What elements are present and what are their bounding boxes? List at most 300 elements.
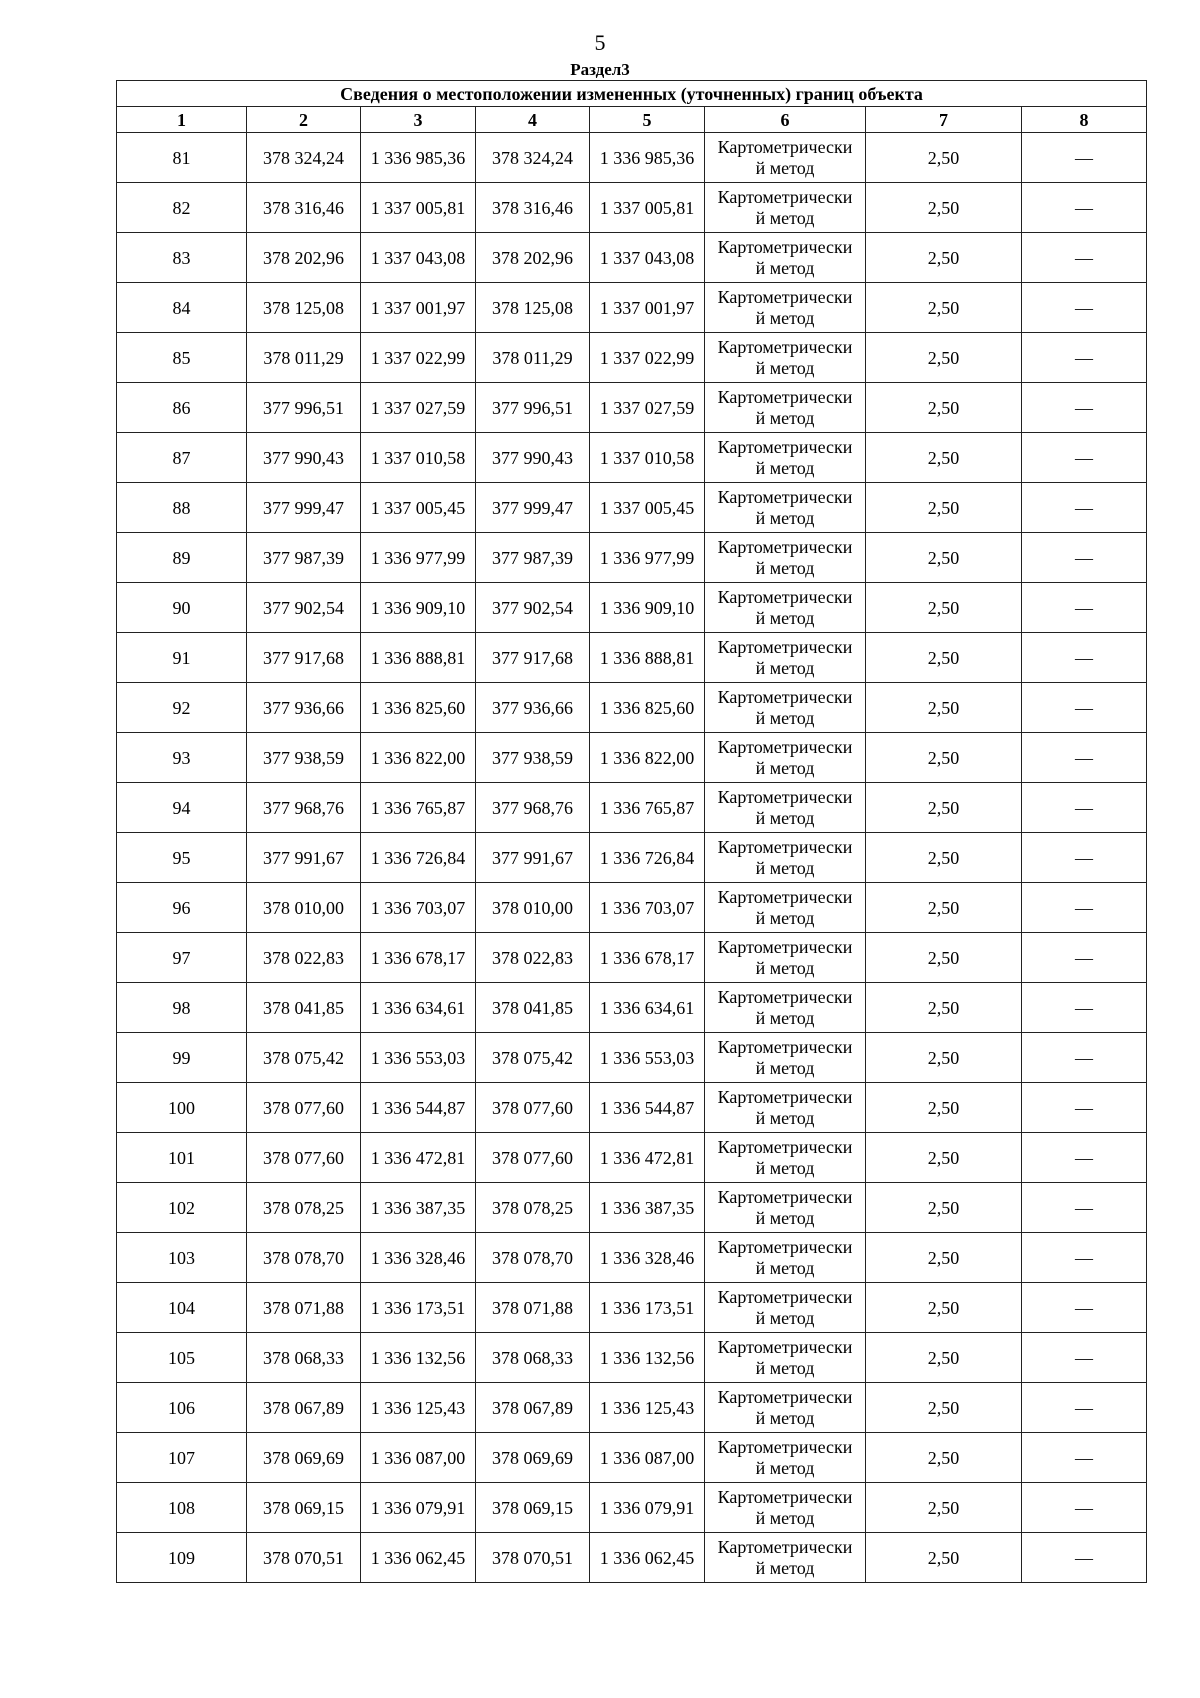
accuracy-cell: 2,50 bbox=[866, 833, 1022, 883]
y-old-cell: 1 336 977,99 bbox=[361, 533, 476, 583]
y-new-cell: 1 336 765,87 bbox=[590, 783, 705, 833]
method-line-1: Картометрически bbox=[717, 1336, 853, 1357]
accuracy-cell: 2,50 bbox=[866, 1233, 1022, 1283]
method-cell bbox=[705, 1083, 866, 1133]
y-new-cell: 1 336 825,60 bbox=[590, 683, 705, 733]
table-row bbox=[117, 633, 1147, 683]
table-row bbox=[117, 983, 1147, 1033]
accuracy-cell: 2,50 bbox=[866, 683, 1022, 733]
method-cell bbox=[705, 183, 866, 233]
method-line-2: й метод bbox=[755, 157, 815, 178]
x-new-cell: 377 936,66 bbox=[476, 683, 590, 733]
x-new-cell: 378 077,60 bbox=[476, 1083, 590, 1133]
description-cell: — bbox=[1022, 533, 1147, 583]
method-line-2: й метод bbox=[755, 607, 815, 628]
method-cell bbox=[705, 1333, 866, 1383]
y-old-cell: 1 336 825,60 bbox=[361, 683, 476, 733]
method-cell bbox=[705, 1183, 866, 1233]
x-old-cell: 377 987,39 bbox=[247, 533, 361, 583]
y-old-cell: 1 336 544,87 bbox=[361, 1083, 476, 1133]
y-old-cell: 1 336 079,91 bbox=[361, 1483, 476, 1533]
page-number: 5 bbox=[594, 30, 606, 55]
method-line-2: й метод bbox=[755, 807, 815, 828]
accuracy-cell: 2,50 bbox=[866, 1333, 1022, 1383]
point-number-cell: 104 bbox=[117, 1283, 247, 1333]
method-line-1: Картометрически bbox=[717, 1136, 853, 1157]
method-line-2: й метод bbox=[755, 1507, 815, 1528]
description-cell: — bbox=[1022, 333, 1147, 383]
point-number-cell: 94 bbox=[117, 783, 247, 833]
y-old-cell: 1 336 132,56 bbox=[361, 1333, 476, 1383]
point-number-cell: 99 bbox=[117, 1033, 247, 1083]
y-new-cell: 1 337 005,81 bbox=[590, 183, 705, 233]
y-new-cell: 1 336 985,36 bbox=[590, 133, 705, 183]
method-line-1: Картометрически bbox=[717, 1036, 853, 1057]
method-cell bbox=[705, 883, 866, 933]
method-line-2: й метод bbox=[755, 407, 815, 428]
x-new-cell: 377 902,54 bbox=[476, 583, 590, 633]
column-number: 4 bbox=[476, 107, 590, 133]
y-new-cell: 1 336 822,00 bbox=[590, 733, 705, 783]
method-line-1: Картометрически bbox=[717, 436, 853, 457]
x-new-cell: 378 069,69 bbox=[476, 1433, 590, 1483]
x-new-cell: 378 022,83 bbox=[476, 933, 590, 983]
point-number-cell: 109 bbox=[117, 1533, 247, 1583]
accuracy-cell: 2,50 bbox=[866, 1183, 1022, 1233]
method-line-2: й метод bbox=[755, 1157, 815, 1178]
point-number-cell: 93 bbox=[117, 733, 247, 783]
point-number-cell: 83 bbox=[117, 233, 247, 283]
method-cell bbox=[705, 683, 866, 733]
method-cell bbox=[705, 483, 866, 533]
method-cell bbox=[705, 133, 866, 183]
description-cell: — bbox=[1022, 583, 1147, 633]
method-line-2: й метод bbox=[755, 457, 815, 478]
x-new-cell: 377 968,76 bbox=[476, 783, 590, 833]
x-old-cell: 378 316,46 bbox=[247, 183, 361, 233]
description-cell: — bbox=[1022, 1433, 1147, 1483]
x-old-cell: 377 990,43 bbox=[247, 433, 361, 483]
x-new-cell: 378 125,08 bbox=[476, 283, 590, 333]
y-old-cell: 1 336 909,10 bbox=[361, 583, 476, 633]
point-number-cell: 107 bbox=[117, 1433, 247, 1483]
accuracy-cell: 2,50 bbox=[866, 483, 1022, 533]
point-number-cell: 87 bbox=[117, 433, 247, 483]
y-new-cell: 1 336 087,00 bbox=[590, 1433, 705, 1483]
method-line-1: Картометрически bbox=[717, 936, 853, 957]
description-cell: — bbox=[1022, 1333, 1147, 1383]
y-old-cell: 1 337 005,81 bbox=[361, 183, 476, 233]
accuracy-cell: 2,50 bbox=[866, 1133, 1022, 1183]
method-cell bbox=[705, 1483, 866, 1533]
x-old-cell: 377 996,51 bbox=[247, 383, 361, 433]
table-row bbox=[117, 1383, 1147, 1433]
table-row bbox=[117, 933, 1147, 983]
x-new-cell: 378 068,33 bbox=[476, 1333, 590, 1383]
y-old-cell: 1 336 703,07 bbox=[361, 883, 476, 933]
method-line-2: й метод bbox=[755, 907, 815, 928]
table-row bbox=[117, 833, 1147, 883]
method-line-2: й метод bbox=[755, 707, 815, 728]
y-new-cell: 1 336 977,99 bbox=[590, 533, 705, 583]
method-cell bbox=[705, 583, 866, 633]
table-row bbox=[117, 383, 1147, 433]
y-new-cell: 1 336 125,43 bbox=[590, 1383, 705, 1433]
y-old-cell: 1 336 678,17 bbox=[361, 933, 476, 983]
accuracy-cell: 2,50 bbox=[866, 183, 1022, 233]
point-number-cell: 97 bbox=[117, 933, 247, 983]
method-line-1: Картометрически bbox=[717, 1486, 853, 1507]
accuracy-cell: 2,50 bbox=[866, 583, 1022, 633]
accuracy-cell: 2,50 bbox=[866, 283, 1022, 333]
column-number: 5 bbox=[590, 107, 705, 133]
description-cell: — bbox=[1022, 433, 1147, 483]
method-line-1: Картометрически bbox=[717, 636, 853, 657]
x-new-cell: 377 990,43 bbox=[476, 433, 590, 483]
accuracy-cell: 2,50 bbox=[866, 633, 1022, 683]
method-line-1: Картометрически bbox=[717, 736, 853, 757]
x-old-cell: 378 070,51 bbox=[247, 1533, 361, 1583]
method-line-1: Картометрически bbox=[717, 1186, 853, 1207]
x-new-cell: 378 070,51 bbox=[476, 1533, 590, 1583]
x-new-cell: 377 917,68 bbox=[476, 633, 590, 683]
table-caption: Сведения о местоположении измененных (уточненных) границ объекта bbox=[117, 81, 1147, 107]
description-cell: — bbox=[1022, 783, 1147, 833]
x-old-cell: 378 041,85 bbox=[247, 983, 361, 1033]
description-cell: — bbox=[1022, 1183, 1147, 1233]
y-new-cell: 1 336 387,35 bbox=[590, 1183, 705, 1233]
description-cell: — bbox=[1022, 833, 1147, 883]
x-new-cell: 378 011,29 bbox=[476, 333, 590, 383]
point-number-cell: 108 bbox=[117, 1483, 247, 1533]
coordinates-table bbox=[116, 80, 1147, 1583]
description-cell: — bbox=[1022, 1533, 1147, 1583]
accuracy-cell: 2,50 bbox=[866, 1283, 1022, 1333]
point-number-cell: 103 bbox=[117, 1233, 247, 1283]
x-old-cell: 377 999,47 bbox=[247, 483, 361, 533]
point-number-cell: 96 bbox=[117, 883, 247, 933]
method-cell bbox=[705, 433, 866, 483]
column-number-row bbox=[117, 107, 1147, 133]
point-number-cell: 84 bbox=[117, 283, 247, 333]
method-line-1: Картометрически bbox=[717, 1236, 853, 1257]
y-new-cell: 1 336 909,10 bbox=[590, 583, 705, 633]
x-old-cell: 378 077,60 bbox=[247, 1083, 361, 1133]
x-old-cell: 378 202,96 bbox=[247, 233, 361, 283]
y-new-cell: 1 337 010,58 bbox=[590, 433, 705, 483]
x-new-cell: 377 999,47 bbox=[476, 483, 590, 533]
y-new-cell: 1 336 079,91 bbox=[590, 1483, 705, 1533]
point-number-cell: 100 bbox=[117, 1083, 247, 1133]
point-number-cell: 91 bbox=[117, 633, 247, 683]
column-number: 7 bbox=[866, 107, 1022, 133]
description-cell: — bbox=[1022, 1133, 1147, 1183]
x-old-cell: 377 936,66 bbox=[247, 683, 361, 733]
accuracy-cell: 2,50 bbox=[866, 983, 1022, 1033]
method-cell bbox=[705, 1433, 866, 1483]
description-cell: — bbox=[1022, 983, 1147, 1033]
method-line-2: й метод bbox=[755, 257, 815, 278]
x-new-cell: 377 938,59 bbox=[476, 733, 590, 783]
method-line-1: Картометрически bbox=[717, 1436, 853, 1457]
accuracy-cell: 2,50 bbox=[866, 433, 1022, 483]
y-old-cell: 1 336 387,35 bbox=[361, 1183, 476, 1233]
y-new-cell: 1 337 022,99 bbox=[590, 333, 705, 383]
y-old-cell: 1 336 765,87 bbox=[361, 783, 476, 833]
description-cell: — bbox=[1022, 933, 1147, 983]
method-line-2: й метод bbox=[755, 207, 815, 228]
method-line-1: Картометрически bbox=[717, 236, 853, 257]
method-line-1: Картометрически bbox=[717, 836, 853, 857]
table-row bbox=[117, 1083, 1147, 1133]
y-new-cell: 1 336 634,61 bbox=[590, 983, 705, 1033]
method-cell bbox=[705, 283, 866, 333]
column-number: 3 bbox=[361, 107, 476, 133]
x-new-cell: 378 069,15 bbox=[476, 1483, 590, 1533]
x-old-cell: 377 991,67 bbox=[247, 833, 361, 883]
description-cell: — bbox=[1022, 1083, 1147, 1133]
x-old-cell: 377 902,54 bbox=[247, 583, 361, 633]
method-line-1: Картометрически bbox=[717, 286, 853, 307]
y-new-cell: 1 336 553,03 bbox=[590, 1033, 705, 1083]
y-old-cell: 1 336 328,46 bbox=[361, 1233, 476, 1283]
accuracy-cell: 2,50 bbox=[866, 1033, 1022, 1083]
method-cell bbox=[705, 1283, 866, 1333]
description-cell: — bbox=[1022, 133, 1147, 183]
method-line-1: Картометрически bbox=[717, 886, 853, 907]
method-line-2: й метод bbox=[755, 857, 815, 878]
y-old-cell: 1 336 062,45 bbox=[361, 1533, 476, 1583]
table-row bbox=[117, 483, 1147, 533]
y-new-cell: 1 336 726,84 bbox=[590, 833, 705, 883]
y-old-cell: 1 336 553,03 bbox=[361, 1033, 476, 1083]
x-old-cell: 378 068,33 bbox=[247, 1333, 361, 1383]
table-row bbox=[117, 1283, 1147, 1333]
table-row bbox=[117, 233, 1147, 283]
method-cell bbox=[705, 383, 866, 433]
x-new-cell: 377 987,39 bbox=[476, 533, 590, 583]
table-row bbox=[117, 1333, 1147, 1383]
x-new-cell: 378 041,85 bbox=[476, 983, 590, 1033]
accuracy-cell: 2,50 bbox=[866, 783, 1022, 833]
accuracy-cell: 2,50 bbox=[866, 1483, 1022, 1533]
x-new-cell: 378 078,70 bbox=[476, 1233, 590, 1283]
accuracy-cell: 2,50 bbox=[866, 1383, 1022, 1433]
table-row bbox=[117, 783, 1147, 833]
method-line-2: й метод bbox=[755, 357, 815, 378]
accuracy-cell: 2,50 bbox=[866, 883, 1022, 933]
y-new-cell: 1 336 888,81 bbox=[590, 633, 705, 683]
description-cell: — bbox=[1022, 1233, 1147, 1283]
method-cell bbox=[705, 733, 866, 783]
accuracy-cell: 2,50 bbox=[866, 133, 1022, 183]
x-new-cell: 378 067,89 bbox=[476, 1383, 590, 1433]
method-line-2: й метод bbox=[755, 1557, 815, 1578]
y-old-cell: 1 336 125,43 bbox=[361, 1383, 476, 1433]
method-line-2: й метод bbox=[755, 557, 815, 578]
x-old-cell: 378 324,24 bbox=[247, 133, 361, 183]
method-line-1: Картометрически bbox=[717, 686, 853, 707]
table-row bbox=[117, 133, 1147, 183]
method-cell bbox=[705, 1233, 866, 1283]
description-cell: — bbox=[1022, 283, 1147, 333]
method-cell bbox=[705, 633, 866, 683]
accuracy-cell: 2,50 bbox=[866, 1083, 1022, 1133]
table-row bbox=[117, 1233, 1147, 1283]
x-old-cell: 377 917,68 bbox=[247, 633, 361, 683]
accuracy-cell: 2,50 bbox=[866, 383, 1022, 433]
method-line-1: Картометрически bbox=[717, 786, 853, 807]
y-old-cell: 1 336 726,84 bbox=[361, 833, 476, 883]
method-line-1: Картометрически bbox=[717, 336, 853, 357]
description-cell: — bbox=[1022, 633, 1147, 683]
table-row bbox=[117, 333, 1147, 383]
description-cell: — bbox=[1022, 383, 1147, 433]
y-old-cell: 1 336 634,61 bbox=[361, 983, 476, 1033]
y-new-cell: 1 337 043,08 bbox=[590, 233, 705, 283]
method-line-1: Картометрически bbox=[717, 186, 853, 207]
y-new-cell: 1 336 062,45 bbox=[590, 1533, 705, 1583]
x-new-cell: 378 078,25 bbox=[476, 1183, 590, 1233]
x-old-cell: 378 069,69 bbox=[247, 1433, 361, 1483]
description-cell: — bbox=[1022, 683, 1147, 733]
y-old-cell: 1 337 010,58 bbox=[361, 433, 476, 483]
y-new-cell: 1 336 328,46 bbox=[590, 1233, 705, 1283]
method-line-2: й метод bbox=[755, 1207, 815, 1228]
x-new-cell: 378 202,96 bbox=[476, 233, 590, 283]
x-old-cell: 378 067,89 bbox=[247, 1383, 361, 1433]
method-line-2: й метод bbox=[755, 657, 815, 678]
method-line-1: Картометрически bbox=[717, 1086, 853, 1107]
x-old-cell: 378 125,08 bbox=[247, 283, 361, 333]
description-cell: — bbox=[1022, 1283, 1147, 1333]
table-row bbox=[117, 1133, 1147, 1183]
description-cell: — bbox=[1022, 183, 1147, 233]
y-new-cell: 1 337 001,97 bbox=[590, 283, 705, 333]
y-new-cell: 1 336 544,87 bbox=[590, 1083, 705, 1133]
x-new-cell: 378 324,24 bbox=[476, 133, 590, 183]
method-line-2: й метод bbox=[755, 757, 815, 778]
method-line-2: й метод bbox=[755, 1307, 815, 1328]
x-old-cell: 377 968,76 bbox=[247, 783, 361, 833]
y-new-cell: 1 337 027,59 bbox=[590, 383, 705, 433]
table-row bbox=[117, 1183, 1147, 1233]
table-row bbox=[117, 683, 1147, 733]
point-number-cell: 101 bbox=[117, 1133, 247, 1183]
y-new-cell: 1 336 678,17 bbox=[590, 933, 705, 983]
table-row bbox=[117, 1033, 1147, 1083]
method-line-1: Картометрически bbox=[717, 586, 853, 607]
method-cell bbox=[705, 533, 866, 583]
column-number: 1 bbox=[117, 107, 247, 133]
method-cell bbox=[705, 233, 866, 283]
accuracy-cell: 2,50 bbox=[866, 733, 1022, 783]
y-old-cell: 1 336 472,81 bbox=[361, 1133, 476, 1183]
method-line-2: й метод bbox=[755, 1357, 815, 1378]
table-row bbox=[117, 1533, 1147, 1583]
accuracy-cell: 2,50 bbox=[866, 1533, 1022, 1583]
x-old-cell: 378 011,29 bbox=[247, 333, 361, 383]
point-number-cell: 105 bbox=[117, 1333, 247, 1383]
y-new-cell: 1 336 472,81 bbox=[590, 1133, 705, 1183]
accuracy-cell: 2,50 bbox=[866, 933, 1022, 983]
column-number: 8 bbox=[1022, 107, 1147, 133]
description-cell: — bbox=[1022, 1383, 1147, 1433]
method-line-1: Картометрически bbox=[717, 536, 853, 557]
x-old-cell: 378 069,15 bbox=[247, 1483, 361, 1533]
table-row bbox=[117, 533, 1147, 583]
method-line-2: й метод bbox=[755, 307, 815, 328]
point-number-cell: 82 bbox=[117, 183, 247, 233]
x-new-cell: 377 991,67 bbox=[476, 833, 590, 883]
y-old-cell: 1 336 822,00 bbox=[361, 733, 476, 783]
y-old-cell: 1 337 001,97 bbox=[361, 283, 476, 333]
y-new-cell: 1 336 703,07 bbox=[590, 883, 705, 933]
method-cell bbox=[705, 933, 866, 983]
accuracy-cell: 2,50 bbox=[866, 233, 1022, 283]
description-cell: — bbox=[1022, 233, 1147, 283]
method-line-2: й метод bbox=[755, 957, 815, 978]
method-cell bbox=[705, 1533, 866, 1583]
accuracy-cell: 2,50 bbox=[866, 1433, 1022, 1483]
table-body bbox=[117, 133, 1147, 1583]
y-new-cell: 1 336 173,51 bbox=[590, 1283, 705, 1333]
description-cell: — bbox=[1022, 483, 1147, 533]
table-row bbox=[117, 183, 1147, 233]
x-old-cell: 378 078,70 bbox=[247, 1233, 361, 1283]
x-old-cell: 378 075,42 bbox=[247, 1033, 361, 1083]
accuracy-cell: 2,50 bbox=[866, 333, 1022, 383]
table-row bbox=[117, 883, 1147, 933]
method-cell bbox=[705, 1033, 866, 1083]
point-number-cell: 86 bbox=[117, 383, 247, 433]
description-cell: — bbox=[1022, 883, 1147, 933]
y-old-cell: 1 337 043,08 bbox=[361, 233, 476, 283]
method-line-2: й метод bbox=[755, 1407, 815, 1428]
method-line-1: Картометрически bbox=[717, 1286, 853, 1307]
table-row bbox=[117, 583, 1147, 633]
method-cell bbox=[705, 1133, 866, 1183]
y-new-cell: 1 337 005,45 bbox=[590, 483, 705, 533]
y-new-cell: 1 336 132,56 bbox=[590, 1333, 705, 1383]
method-line-2: й метод bbox=[755, 507, 815, 528]
section-title: Раздел3 bbox=[570, 60, 630, 79]
method-line-2: й метод bbox=[755, 1107, 815, 1128]
y-old-cell: 1 337 005,45 bbox=[361, 483, 476, 533]
x-old-cell: 378 077,60 bbox=[247, 1133, 361, 1183]
x-new-cell: 378 077,60 bbox=[476, 1133, 590, 1183]
description-cell: — bbox=[1022, 1483, 1147, 1533]
point-number-cell: 95 bbox=[117, 833, 247, 883]
description-cell: — bbox=[1022, 733, 1147, 783]
column-number: 2 bbox=[247, 107, 361, 133]
x-old-cell: 378 071,88 bbox=[247, 1283, 361, 1333]
method-line-1: Картометрически bbox=[717, 1536, 853, 1557]
method-line-1: Картометрически bbox=[717, 486, 853, 507]
x-old-cell: 377 938,59 bbox=[247, 733, 361, 783]
table-row bbox=[117, 1433, 1147, 1483]
table-row bbox=[117, 733, 1147, 783]
table-row bbox=[117, 1483, 1147, 1533]
method-cell bbox=[705, 333, 866, 383]
x-new-cell: 377 996,51 bbox=[476, 383, 590, 433]
table-row bbox=[117, 433, 1147, 483]
point-number-cell: 89 bbox=[117, 533, 247, 583]
method-line-2: й метод bbox=[755, 1057, 815, 1078]
point-number-cell: 81 bbox=[117, 133, 247, 183]
table-row bbox=[117, 283, 1147, 333]
method-line-1: Картометрически bbox=[717, 386, 853, 407]
